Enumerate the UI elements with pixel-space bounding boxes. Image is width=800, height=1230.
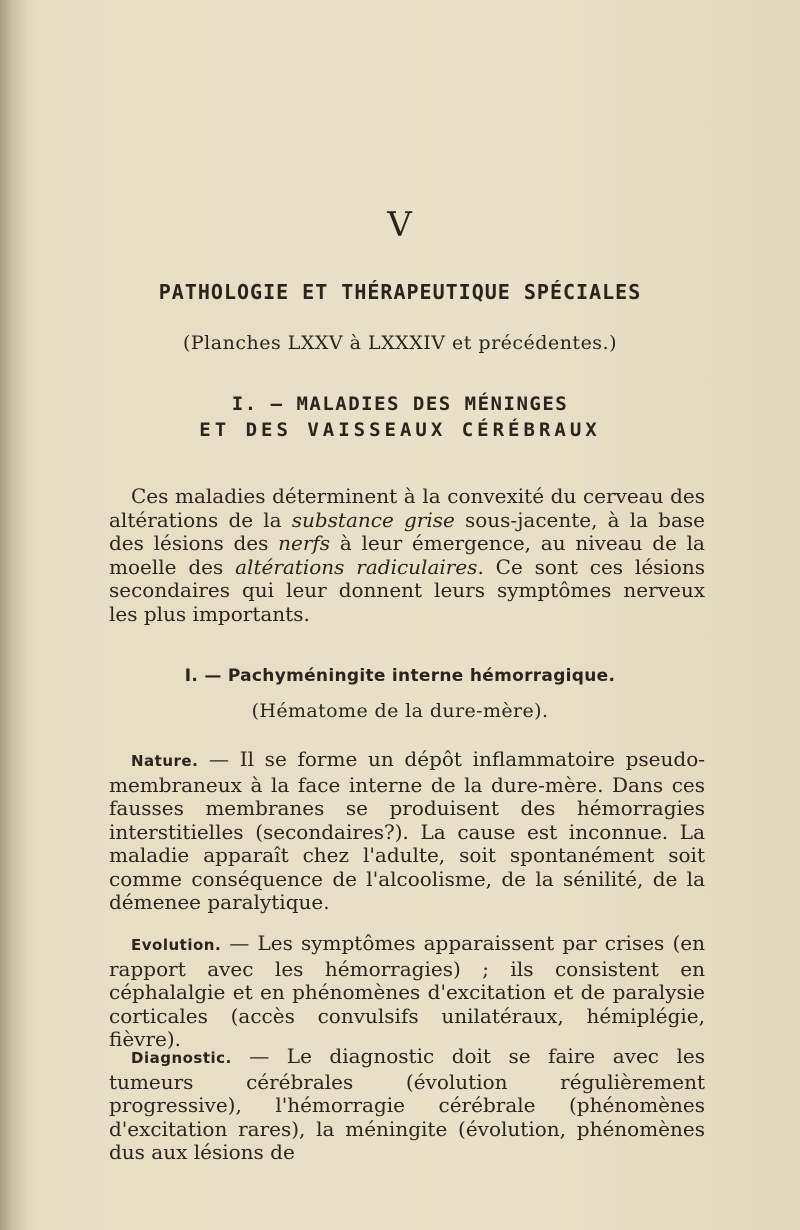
intro-emphasis-substance: substance grise [291,507,455,532]
section-title-line2: ET DES VAISSEAUX CÉRÉBRAUX [199,419,601,441]
intro-emphasis-alterations: altérations radiculaires [235,554,478,579]
diagnostic-label: Diagnostic. [131,1049,232,1067]
chapter-number: V [387,205,413,245]
evolution-label: Evolution. [131,936,222,954]
intro-paragraph [109,485,705,626]
intro-text-4: . Ce sont ces lésions secondaires qui leur donnent leurs symptômes nerveux les plus importants. [109,554,706,626]
evolution-paragraph [109,932,705,1052]
section-title-line1: I. — MALADIES DES MÉNINGES [231,393,569,415]
page-gutter-shadow [0,0,26,1230]
nature-paragraph [109,748,705,915]
plates-note: (Planches LXXV à LXXXIV et précédentes.) [182,332,618,354]
nature-label: Nature. [131,752,199,770]
intro-emphasis-nerfs: nerfs [278,531,331,555]
diagnostic-text: — Le diagnostic doit se faire avec les tumeurs cérébrales (évolution régulièrement progressive), l'hémorragie cérébrale (phénomènes d'excitation rares), la méningite (évolution, phénomènes dus aux lésions de [109,1044,705,1164]
intro-text-1: Ces maladies déterminent à la convexité du cerveau des altérations de la [109,484,705,532]
intro-text-3: à leur émergence, au niveau de la moelle des [109,531,705,579]
subsection-subtitle: (Hématome de la dure-mère). [251,700,549,722]
subsection-title: I. — Pachyméningite interne hémorragique. [184,666,616,686]
nature-text: — Il se forme un dépôt inflammatoire pseudo-membraneux à la face interne de la dure-mère. Dans ces fausses membranes se produisent des hémorragies interstitielles (secondaires?). La cause est inconnue. La maladie apparaît chez l'adulte, soit spontanément soit comme conséquence de l'alcoolisme, de la sénilité, de la démenee paralytique. [109,747,705,914]
part-title: PATHOLOGIE ET THÉRAPEUTIQUE SPÉCIALES [158,280,642,304]
evolution-text: — Les symptômes apparaissent par crises (en rapport avec les hémorragies) ; ils consistent en céphalalgie et en phénomènes d'excitation et de paralysie corticales (accès convulsifs unilatéraux, hémiplégie, fièvre). [109,931,705,1051]
intro-text-2: sous-jacente, à la base des lésions des [109,507,705,555]
diagnostic-paragraph [109,1045,705,1165]
